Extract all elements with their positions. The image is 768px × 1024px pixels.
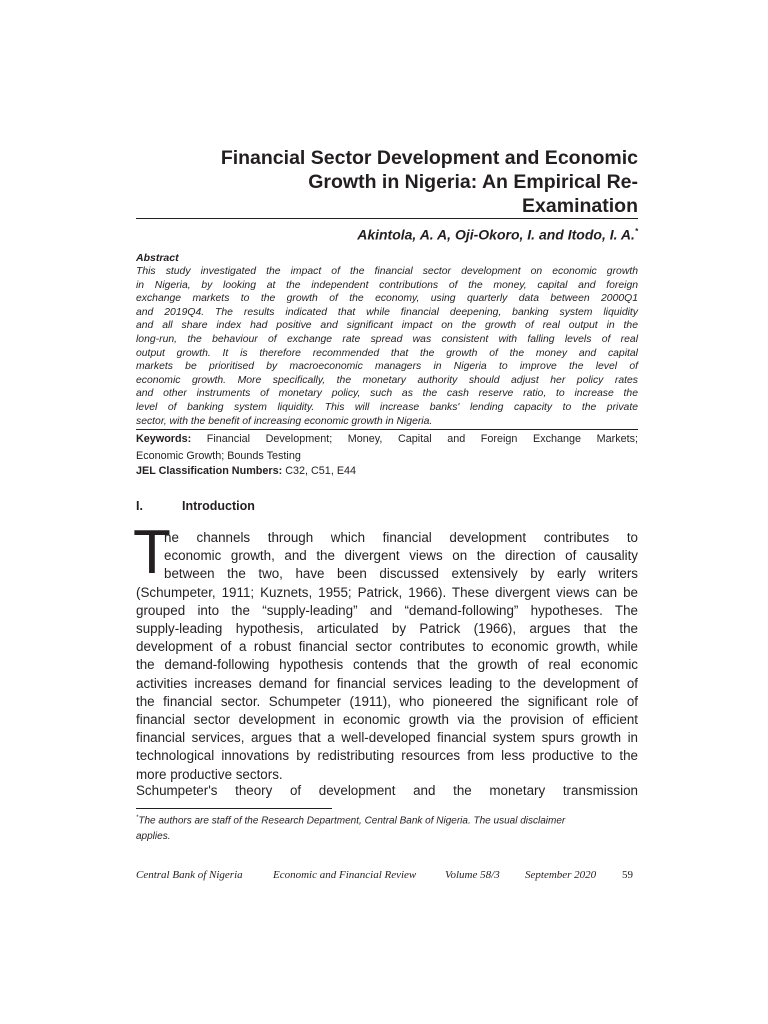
author-list: [136, 222, 638, 245]
footnote-mark: *: [136, 815, 139, 821]
title-line-2: Growth in Nigeria: An Empirical Re-: [308, 171, 638, 193]
section-heading: [136, 498, 255, 514]
abstract-line: and 2019Q4. The results indicated that while financial deepening, banking system liquidity: [136, 306, 638, 318]
keywords-line-1: [136, 431, 638, 448]
footnote-divider: [136, 808, 332, 809]
body-line: supply-leading hypothesis, articulated by Patrick (1966), argues that the: [136, 621, 638, 637]
body-line: the financial sector. Schumpeter (1911), who pioneered the significant role of: [136, 693, 638, 709]
footer-publisher: Central Bank of Nigeria: [136, 869, 243, 881]
footer-date: September 2020: [525, 869, 597, 881]
abstract-line: level of banking system liquidity. This will increase banks' lending capacity to the private: [136, 401, 638, 413]
abstract-line: long-run, the behaviour of exchange rate spread was consistent with falling levels of real: [136, 333, 638, 345]
footnote-line-1: [136, 810, 638, 829]
body-line: technological innovations by redistributing resources from less productive to the: [136, 748, 638, 764]
body-line: development of a robust financial sector contributes to economic growth, while: [136, 639, 638, 655]
keywords-values: Financial Development; Money, Capital and Foreign Exchange Markets;: [191, 433, 638, 445]
abstract-line: and all share index had positive and significant impact on the growth of real output in the: [136, 320, 638, 332]
abstract-line: economic growth. More specifically, the monetary authority should adjust her policy rates: [136, 374, 638, 386]
footnote: [136, 810, 638, 845]
footnote-text: The authors are staff of the Research Department, Central Bank of Nigeria. The usual disclaimer: [138, 815, 566, 827]
body-line: between the two, have been discussed extensively by early writers: [164, 566, 638, 582]
footer-journal: Economic and Financial Review: [273, 869, 417, 881]
section-title: Introduction: [182, 499, 255, 513]
keywords: [136, 431, 638, 464]
body-line: economic growth, and the divergent views on the direction of causality: [164, 548, 638, 564]
abstract-line: sector, with the benefit of increasing economic growth in Nigeria.: [136, 415, 433, 427]
author-names: Akintola, A. A, Oji-Okoro, I. and Itodo, I. A.: [357, 226, 635, 243]
paper-title: [150, 146, 638, 218]
body-line: grouped into the “supply-leading” and “demand-following” hypotheses. The: [136, 602, 638, 618]
keywords-line-2: Economic Growth; Bounds Testing: [136, 449, 301, 462]
body-line: more productive sectors.: [136, 766, 283, 782]
section-number: I.: [136, 499, 143, 513]
abstract-heading: Abstract: [136, 252, 179, 264]
abstract-text: [136, 265, 638, 428]
body-line: financial sector development in economic growth via the provision of efficient: [136, 712, 638, 728]
abstract-line: in Nigeria, by looking at the independent contributions of the money, capital and foreign: [136, 279, 638, 291]
body-paragraph: [136, 529, 638, 784]
author-footnote-mark: *: [634, 227, 638, 236]
body-line: the demand-following hypothesis contends that the growth of real economic: [136, 657, 638, 673]
jel-values: C32, C51, E44: [282, 465, 357, 477]
body-line: activities increases demand for financial services leading to the development of: [136, 675, 638, 691]
jel-classification: [136, 464, 356, 478]
abstract-line: This study investigated the impact of the financial sector development on economic growth: [136, 266, 638, 277]
title-line-3: Examination: [522, 195, 638, 217]
body-line: he channels through which financial development contributes to: [164, 530, 638, 545]
drop-cap: T: [133, 518, 171, 587]
body-paragraph-2: Schumpeter's theory of development and the monetary transmission: [136, 783, 638, 798]
abstract-line: markets be prioritised by macroeconomic managers in Nigeria to improve the level of: [136, 361, 638, 373]
abstract-divider: [136, 429, 638, 430]
page-number: 59: [622, 869, 633, 881]
footer-volume: Volume 58/3: [445, 869, 500, 881]
abstract-line: and other instruments of monetary policy, such as the cash reserve ratio, to increase the: [136, 388, 638, 400]
body-line: financial services, argues that a well-developed financial system spurs growth in: [136, 730, 638, 746]
jel-label: JEL Classification Numbers:: [136, 465, 283, 477]
abstract-line: output growth. It is therefore recommended that the growth of the money and capital: [136, 347, 638, 359]
keywords-label: Keywords:: [136, 433, 192, 445]
body-line: (Schumpeter, 1911; Kuznets, 1955; Patrick, 1966). These divergent views can be: [136, 584, 638, 600]
footnote-line-2: applies.: [136, 831, 171, 843]
title-divider: [136, 218, 638, 219]
abstract-line: exchange markets to the growth of the economy, using quarterly data between 2000Q1: [136, 293, 638, 305]
title-line-1: Financial Sector Development and Economic: [220, 147, 638, 169]
